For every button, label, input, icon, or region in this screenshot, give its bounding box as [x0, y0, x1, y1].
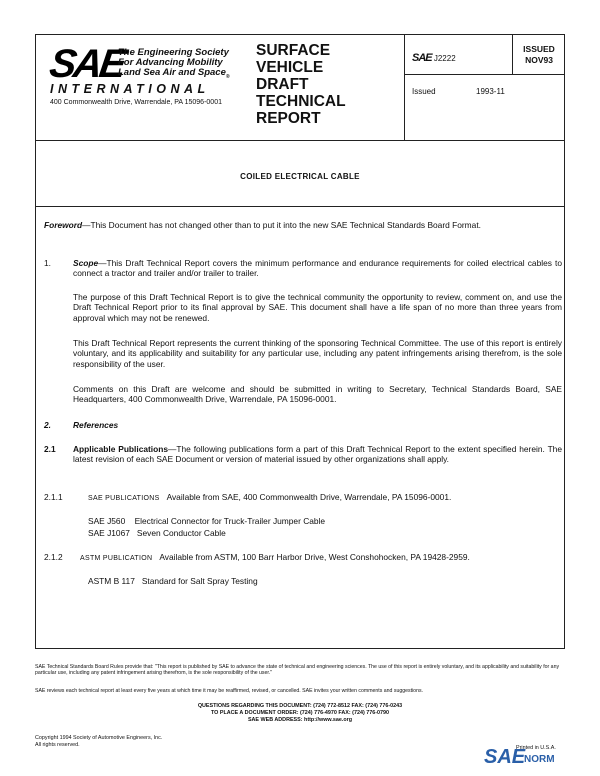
footer-policy-statement: SAE Technical Standards Board Rules provide that: "This report is published by SAE to advance the state of technical and engineering sciences. The use of this report is entirely voluntary, and its applicability and suitability for any particular use, including any patent infringement arising therefrom, is the sole responsibility of the user." [35, 664, 560, 677]
section-2-1-1-number: 2.1.1 [44, 492, 63, 502]
contact-questions: QUESTIONS REGARDING THIS DOCUMENT: (724) 772-8512 FAX: (724) 776-0243 [197, 703, 403, 709]
reference-astm-b117: ASTM B 117 Standard for Salt Spray Testing [88, 576, 258, 586]
scope-purpose-paragraph: The purpose of this Draft Technical Report is to give the technical community the opportunity to review, comment on, and use the Draft Technical Report prior to its final approval by SAE. This document shall have a life span of no more than three years from approval which may not be renewed. [73, 292, 562, 323]
reference-sae-j1067: SAE J1067 Seven Conductor Cable [88, 528, 226, 538]
contact-order: TO PLACE A DOCUMENT ORDER: (724) 776-4970 FAX: (724) 776-0790 [210, 710, 390, 716]
section-1-number: 1. [44, 258, 51, 268]
section-2-number: 2. [44, 420, 51, 430]
contact-web-address: SAE WEB ADDRESS: http://www.sae.org [247, 717, 353, 723]
copyright-notice: Copyright 1994 Society of Automotive Engineers, Inc. All rights reserved. [35, 735, 163, 748]
printed-in-usa: Printed in U.S.A. [516, 745, 556, 751]
applicable-publications-paragraph: Applicable Publications—The following publications form a part of this Draft Technical Report to the extent specified herein. The latest revision of each SAE Document or version of material issued by other organizations shall apply. [73, 444, 562, 465]
header-divider [35, 140, 565, 141]
section-2-1-2-number: 2.1.2 [44, 552, 63, 562]
report-type-title: SURFACE VEHICLE DRAFT TECHNICAL REPORT [256, 42, 346, 127]
header-address: 400 Commonwealth Drive, Warrendale, PA 15096-0001 [50, 99, 222, 106]
footer-review-statement: SAE reviews each technical report at least every five years at which time it may be reaffirmed, revised, or cancelled. SAE invites your written comments and suggestions. [35, 688, 423, 694]
scope-comments-paragraph: Comments on this Draft are welcome and should be submitted in writing to Secretary, Technical Standards Board, SAE Headquarters, 400 Commonwealth Drive, Warrendale, PA 15096-0001. [73, 384, 562, 405]
header-col-divider-2 [512, 34, 513, 74]
issued-date-row: Issued 1993-11 [412, 87, 505, 96]
document-title: COILED ELECTRICAL CABLE [240, 172, 360, 181]
scope-paragraph: Scope—This Draft Technical Report covers the minimum performance and endurance requirements for coiled electrical cables to connect a tractor and trailer and/or trailer to trailer. [73, 258, 562, 279]
foreword-paragraph: Foreword—This Document has not changed other than to put it into the new SAE Technical Standards Board Format. [44, 220, 481, 230]
society-tagline: The Engineering Society For Advancing Mobility Land Sea Air and Space$_®$ [118, 47, 230, 80]
header-small-divider [404, 74, 565, 75]
scope-committee-paragraph: This Draft Technical Report represents the current thinking of the sponsoring Technical Committee. The use of this report is entirely voluntary, and its applicability and suitability for any particular use, including any patent infringements arising therefrom, is the sole responsibility of the user. [73, 338, 562, 369]
sae-logo: SAE [46, 42, 127, 86]
header-col-divider-1 [404, 34, 405, 140]
svg-text:SAE: SAE [484, 746, 526, 768]
reference-sae-j560: SAE J560 Electrical Connector for Truck-Trailer Jumper Cable [88, 516, 326, 526]
sae-publications-line: SAE PUBLICATIONS Available from SAE, 400 Commonwealth Drive, Warrendale, PA 15096-0001. [88, 492, 452, 502]
title-divider [35, 206, 565, 207]
section-2-1-number: 2.1 [44, 444, 56, 454]
international-wordmark: INTERNATIONAL [50, 82, 210, 96]
section-2-heading: References [73, 420, 119, 430]
issue-status: ISSUED NOV93 [523, 44, 555, 65]
astm-publication-line: ASTM PUBLICATION Available from ASTM, 100 Barr Harbor Drive, West Conshohocken, PA 19428-2959. [80, 552, 470, 562]
sae-norm-text: NORM [524, 754, 555, 765]
sae-norm-logo [484, 742, 564, 772]
document-number: SAE J2222 [412, 52, 456, 64]
